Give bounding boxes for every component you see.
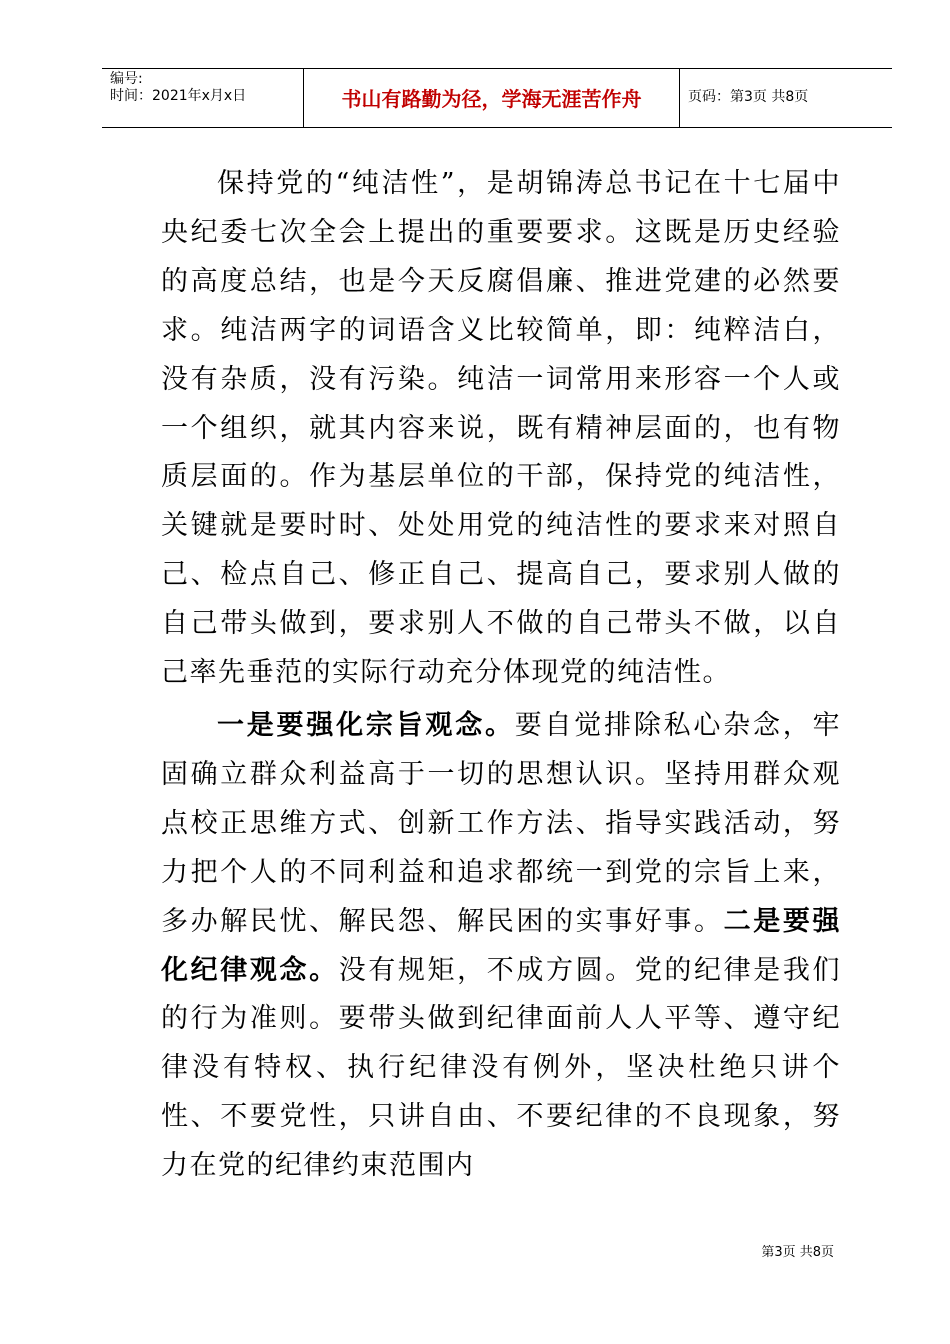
header-info-cell: [102, 69, 304, 127]
text-purpose-concept: 要自觉排除私心杂念，牢固确立群众利益高于一切的思想认识。坚持用群众观点校正思维方式、创新工作方法、指导实践活动，努力把个人的不同利益和追求都统一到党的宗旨上来，多办解民忧、解民怨、解民困的实事好事。: [161, 709, 841, 937]
header-page-cell: [680, 69, 892, 127]
document-body: [161, 160, 841, 1191]
document-date: 时间：2021年x月x日: [110, 88, 247, 104]
header-page-number: 页码：第3页 共8页: [688, 89, 809, 105]
text-discipline-concept: 没有规矩，不成方圆。党的纪律是我们的行为准则。要带头做到纪律面前人人平等、遵守纪律没有特权、执行纪律没有例外，坚决杜绝只讲个性、不要党性，只讲自由、不要纪律的不良现象，努力在党的纪律约束范围内: [161, 954, 842, 1182]
paragraph-concepts: [161, 702, 841, 1191]
document-number: 编号:: [110, 71, 143, 87]
heading-discipline-concept: 二是要强化纪律观念。: [161, 905, 842, 986]
page-footer: 第3页 共8页: [761, 1245, 834, 1260]
heading-purpose-concept: 一是要强化宗旨观念。: [217, 709, 515, 741]
header-motto: 书山有路勤为径，学海无涯苦作舟: [341, 87, 642, 111]
paragraph-purity: 保持党的“纯洁性”，是胡锦涛总书记在十七届中央纪委七次全会上提出的重要要求。这既是历史经验的高度总结，也是今天反腐倡廉、推进党建的必然要求。纯洁两字的词语含义比较简单，即：纯粹洁白，没有杂质，没有污染。纯洁一词常用来形容一个人或一个组织，就其内容来说，既有精神层面的，也有物质层面的。作为基层单位的干部，保持党的纯洁性，关键就是要时时、处处用党的纯洁性的要求来对照自己、检点自己、修正自己、提高自己，要求别人做的自己带头做到，要求别人不做的自己带头不做，以自己率先垂范的实际行动充分体现党的纯洁性。: [161, 168, 841, 689]
page-header: [102, 68, 892, 128]
header-motto-cell: [304, 69, 680, 127]
